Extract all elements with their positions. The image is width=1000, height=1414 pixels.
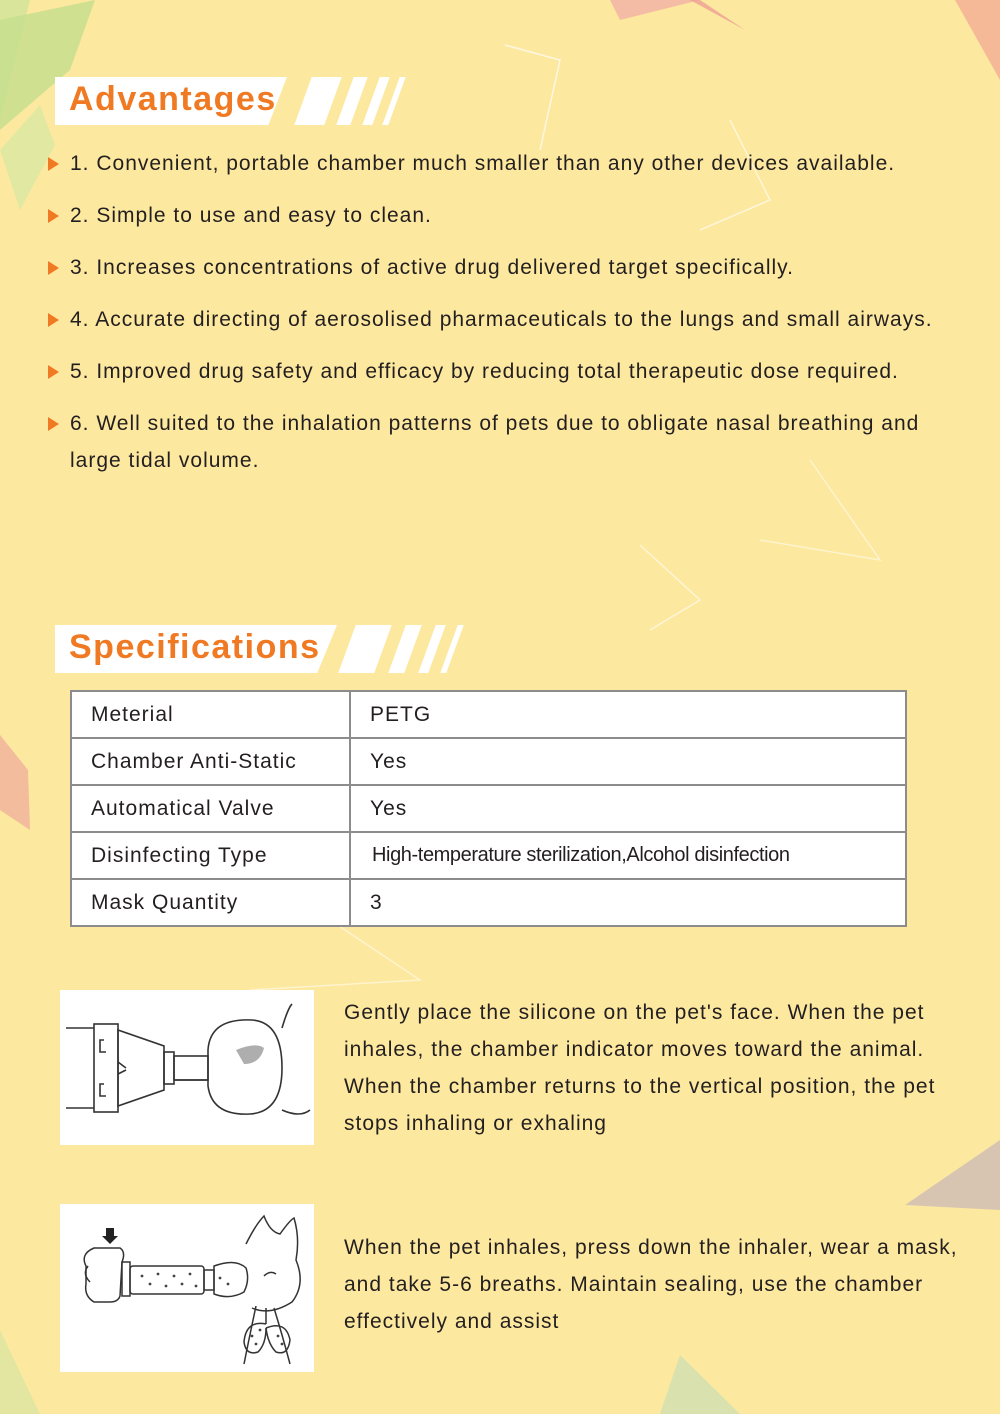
usage-step-2: When the pet inhales, press down the inhaler, wear a mask, and take 5-6 breaths. Maintain sealing, use the chamber effectively and assist: [344, 1236, 958, 1333]
table-row: [71, 785, 906, 832]
bullet-triangle-icon: [48, 313, 59, 327]
specifications-header: [55, 625, 475, 673]
header-stripe: [336, 77, 367, 125]
list-item: [46, 353, 946, 390]
spec-value: Yes: [350, 738, 906, 785]
usage-step-1: Gently place the silicone on the pet's face. When the pet inhales, the chamber indicator moves toward the animal. When the chamber returns to the vertical position, the pet stops inhaling or exhaling: [344, 1001, 936, 1135]
header-stripe: [338, 625, 391, 673]
advantages-header: [55, 77, 415, 125]
table-row: [71, 691, 906, 738]
bullet-triangle-icon: [48, 157, 59, 171]
chamber-illustration: [60, 990, 314, 1145]
spec-label: Automatical Valve: [71, 785, 350, 832]
spec-value: High-temperature sterilization,Alcohol disinfection: [350, 832, 906, 879]
advantage-text: 1. Convenient, portable chamber much smaller than any other devices available.: [70, 152, 896, 175]
spec-label: Disinfecting Type: [71, 832, 350, 879]
list-item: [46, 197, 946, 234]
spec-value: 3: [350, 879, 906, 926]
list-item: [46, 405, 946, 479]
specifications-table: [70, 690, 907, 927]
table-row: [71, 738, 906, 785]
chamber-drawing: [60, 990, 314, 1145]
bullet-triangle-icon: [48, 417, 59, 431]
list-item: [46, 145, 946, 182]
bullet-triangle-icon: [48, 365, 59, 379]
pet-inhaler-illustration: [60, 1204, 314, 1372]
spec-label: Chamber Anti-Static: [71, 738, 350, 785]
list-item: [46, 249, 946, 286]
spec-value: Yes: [350, 785, 906, 832]
list-item: [46, 301, 946, 338]
header-stripe: [440, 625, 463, 673]
header-stripe: [294, 77, 341, 125]
spec-value: PETG: [350, 691, 906, 738]
spec-label: Meterial: [71, 691, 350, 738]
advantages-list: [46, 145, 946, 494]
advantage-text: 5. Improved drug safety and efficacy by reducing total therapeutic dose required.: [70, 360, 899, 383]
spec-label: Mask Quantity: [71, 879, 350, 926]
header-stripe: [388, 625, 421, 673]
table-row: [71, 879, 906, 926]
advantage-text: 6. Well suited to the inhalation patterns of pets due to obligate nasal breathing and large tidal volume.: [70, 412, 920, 472]
table-row: [71, 832, 906, 879]
specifications-title: Specifications: [69, 628, 321, 666]
advantage-text: 4. Accurate directing of aerosolised pharmaceuticals to the lungs and small airways.: [70, 308, 933, 331]
bullet-triangle-icon: [48, 261, 59, 275]
bullet-triangle-icon: [48, 209, 59, 223]
advantage-text: 3. Increases concentrations of active drug delivered target specifically.: [70, 256, 794, 279]
advantage-text: 2. Simple to use and easy to clean.: [70, 204, 432, 227]
advantages-title: Advantages: [69, 80, 277, 118]
pet-inhaler-drawing: [60, 1204, 314, 1372]
